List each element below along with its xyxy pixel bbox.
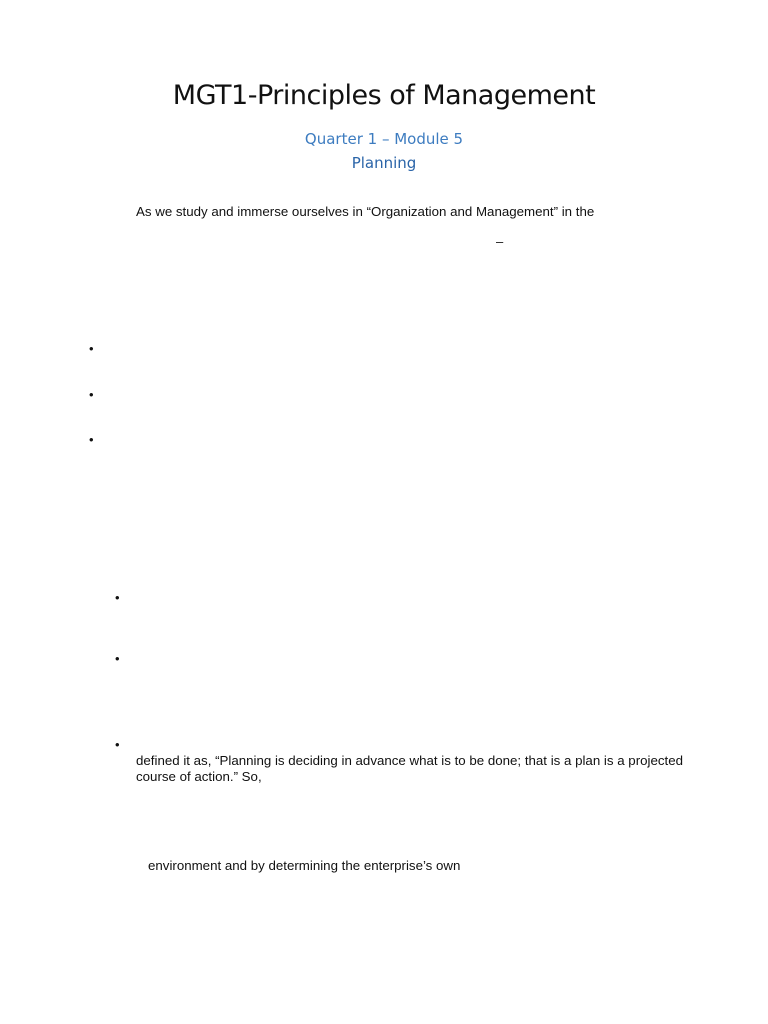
bullet-1: •: [89, 341, 94, 356]
bullet-3: •: [89, 432, 94, 447]
definition-paragraph: defined it as, “Planning is deciding in advance what is to be done; that is a plan is a projected course of action.” So,: [136, 753, 683, 784]
dash-mark: –: [496, 234, 504, 249]
bullet-4: •: [115, 590, 120, 605]
bullet-6: •: [115, 737, 120, 752]
page-title: MGT1-Principles of Management: [172, 80, 596, 111]
topic-heading: Planning: [351, 154, 417, 172]
module-subtitle: Quarter 1 – Module 5: [304, 130, 464, 148]
intro-paragraph: As we study and immerse ourselves in “Organization and Management” in the: [136, 204, 595, 219]
bullet-5: •: [115, 651, 120, 666]
environment-paragraph: environment and by determining the enterprise’s own: [148, 858, 461, 873]
bullet-2: •: [89, 387, 94, 402]
